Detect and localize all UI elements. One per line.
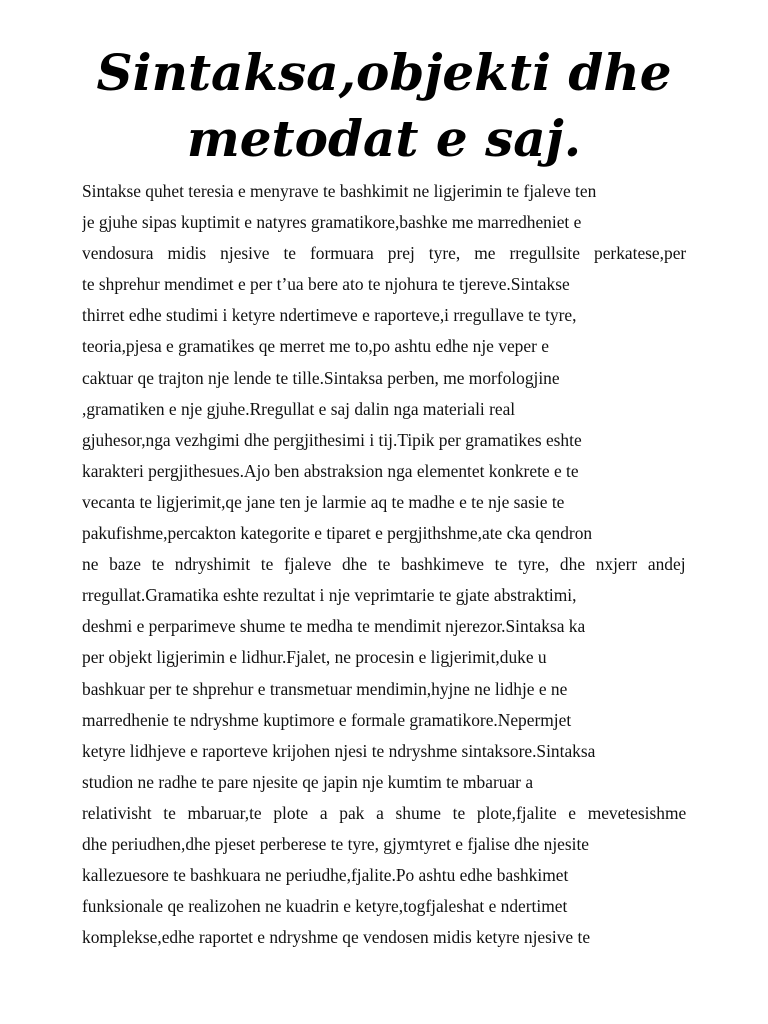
text-line: je gjuhe sipas kuptimit e natyres gramatikore,bashke me marredheniet e: [82, 212, 582, 233]
text-line: Sintakse quhet teresia e menyrave te bashkimit ne ligjerimin te fjaleve ten: [82, 181, 597, 201]
text-line: per objekt ligjerimin e lidhur.Fjalet, ne procesin e ligjerimit,duke u: [82, 647, 547, 668]
text-line: studion ne radhe te pare njesite qe japin nje kumtim te mbaruar a: [82, 771, 534, 792]
text-line: ketyre lidhjeve e raporteve krijohen njesi te ndryshme sintaksore.Sintaksa: [82, 740, 596, 761]
text-line: dhe periudhen,dhe pjeset perberese te tyre, gjymtyret e fjalise dhe njesite: [82, 833, 590, 854]
text-line: gjuhesor,nga vezhgimi dhe pergjithesimi i tij.Tipik per gramatikes eshte: [82, 429, 582, 450]
text-line: ne baze te ndryshimit te fjaleve dhe te bashkimeve te tyre, dhe nxjerr andej: [82, 554, 686, 575]
title-line: Sintaksa,objekti dhe: [96, 43, 672, 102]
text-line: kallezuesore te bashkuara ne periudhe,fjalite.Po ashtu edhe bashkimet: [82, 865, 569, 886]
title-line: metodat e saj.: [186, 109, 582, 168]
text-line: caktuar qe trajton nje lende te tille.Sintaksa perben, me morfologjine: [82, 367, 560, 388]
text-line: rregullat.Gramatika eshte rezultat i nje veprimtarie te gjate abstraktimi,: [82, 585, 577, 606]
text-line: komplekse,edhe raportet e ndryshme qe vendosen midis ketyre njesive te: [82, 927, 591, 948]
text-line: pakufishme,percakton kategorite e tiparet e pergjithshme,ate cka qendron: [82, 523, 593, 544]
text-line: deshmi e perparimeve shume te medha te mendimit njerezor.Sintaksa ka: [82, 616, 586, 637]
text-line: ,gramatiken e nje gjuhe.Rregullat e saj dalin nga materiali real: [82, 398, 516, 419]
text-line: vendosura midis njesive te formuara prej tyre, me rregullsite perkatese,per: [82, 243, 686, 264]
text-line: teoria,pjesa e gramatikes qe merret me to,po ashtu edhe nje veper e: [82, 336, 549, 357]
text-line: te shprehur mendimet e per t’ua bere ato te njohura te tjereve.Sintakse: [82, 274, 570, 295]
text-line: bashkuar per te shprehur e transmetuar mendimin,hyjne ne lidhje e ne: [82, 678, 568, 699]
page-title: [40, 40, 728, 172]
text-line: karakteri pergjithesues.Ajo ben abstraksion nga elementet konkrete e te: [82, 460, 579, 481]
text-line: funksionale qe realizohen ne kuadrin e ketyre,togfjaleshat e ndertimet: [82, 896, 568, 917]
text-line: marredhenie te ndryshme kuptimore e formale gramatikore.Nepermjet: [82, 709, 572, 730]
body-paragraph: [82, 176, 686, 953]
text-line: vecanta te ligjerimit,qe jane ten je larmie aq te madhe e te nje sasie te: [82, 491, 565, 512]
text-line: relativisht te mbaruar,te plote a pak a shume te plote,fjalite e mevetesishme: [82, 802, 686, 823]
text-line: thirret edhe studimi i ketyre ndertimeve e raporteve,i rregullave te tyre,: [82, 305, 577, 326]
